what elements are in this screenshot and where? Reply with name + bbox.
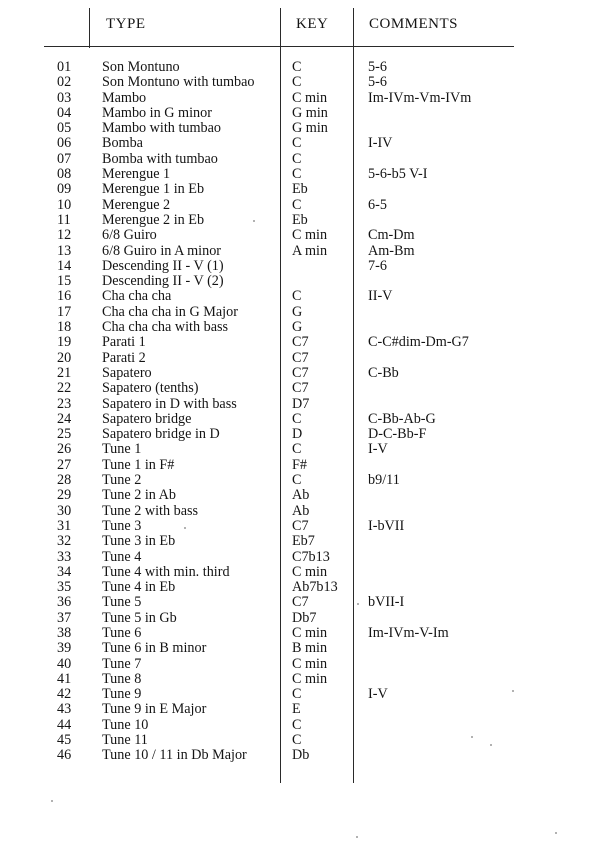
column-header-key: KEY	[296, 16, 329, 32]
row-key: Ab	[292, 502, 310, 519]
table-row	[0, 136, 600, 151]
row-type: Cha cha cha	[102, 288, 172, 305]
row-key: G min	[292, 120, 328, 137]
row-number: 22	[57, 380, 72, 397]
row-key: C	[292, 74, 302, 91]
row-type: Tune 2	[102, 472, 142, 489]
row-type: Parati 2	[102, 349, 146, 366]
row-type: 6/8 Guiro in A minor	[102, 242, 222, 259]
row-type: Tune 3 in Eb	[102, 533, 176, 550]
scan-speck	[471, 736, 473, 738]
row-number: 41	[57, 670, 72, 687]
row-type: Tune 6 in B minor	[102, 640, 207, 657]
row-key: Ab	[292, 487, 310, 504]
row-comment: I-V	[368, 441, 388, 458]
table-row	[0, 244, 600, 259]
row-number: 40	[57, 655, 72, 672]
row-number: 33	[57, 548, 72, 565]
row-number: 35	[57, 579, 72, 596]
table-row	[0, 504, 600, 519]
row-type: Tune 9	[102, 686, 142, 703]
scan-speck	[490, 744, 492, 746]
row-key: Eb	[292, 181, 308, 198]
row-number: 27	[57, 456, 72, 473]
column-header-comments: COMMENTS	[369, 16, 459, 32]
row-key: C min	[292, 563, 328, 580]
row-comment: 5-6-b5 V-I	[368, 166, 428, 183]
row-key: C min	[292, 670, 328, 687]
row-key: C min	[292, 227, 328, 244]
row-type: Sapatero bridge	[102, 410, 192, 427]
row-number: 14	[57, 257, 72, 274]
row-comment: b9/11	[368, 472, 400, 489]
scan-speck	[184, 527, 186, 529]
row-comment: 5-6	[368, 74, 387, 91]
row-comment: D-C-Bb-F	[368, 426, 427, 443]
table-row	[0, 565, 600, 580]
row-type: Merengue 2 in Eb	[102, 211, 205, 228]
row-number: 26	[57, 441, 72, 458]
row-key: A min	[292, 242, 328, 259]
row-key: D	[292, 426, 303, 443]
row-number: 31	[57, 517, 72, 534]
row-type: Tune 2 with bass	[102, 502, 199, 519]
table-row	[0, 305, 600, 320]
row-key: Ab7b13	[292, 579, 338, 596]
row-key: C	[292, 441, 302, 458]
table-row	[0, 702, 600, 717]
row-key: C	[292, 150, 302, 167]
row-key: C7	[292, 380, 309, 397]
row-comment: bVII-I	[368, 594, 405, 611]
row-number: 05	[57, 120, 72, 137]
scan-speck	[253, 220, 255, 222]
table-row	[0, 488, 600, 503]
row-number: 20	[57, 349, 72, 366]
table-row	[0, 91, 600, 106]
row-type: Mambo with tumbao	[102, 120, 222, 137]
scan-speck	[51, 800, 53, 802]
row-type: Sapatero	[102, 364, 152, 381]
row-comment: I-bVII	[368, 517, 405, 534]
row-key: C	[292, 196, 302, 213]
row-number: 34	[57, 563, 72, 580]
row-type: Cha cha cha in G Major	[102, 303, 238, 320]
row-type: Bomba	[102, 135, 143, 152]
table-row	[0, 167, 600, 182]
row-type: Son Montuno	[102, 59, 180, 75]
row-key: C7	[292, 594, 309, 611]
table-row	[0, 351, 600, 366]
row-number: 29	[57, 487, 72, 504]
row-number: 16	[57, 288, 72, 305]
row-number: 43	[57, 701, 72, 718]
row-key: C	[292, 166, 302, 183]
row-key: G min	[292, 104, 328, 121]
table-row	[0, 580, 600, 595]
row-number: 13	[57, 242, 72, 259]
row-key: C	[292, 472, 302, 489]
row-key: Eb7	[292, 533, 315, 550]
row-comment: I-V	[368, 686, 388, 703]
row-type: Merengue 1	[102, 166, 171, 183]
row-key: C min	[292, 655, 328, 672]
row-key: C	[292, 135, 302, 152]
column-header-type: TYPE	[106, 16, 146, 32]
row-type: Tune 11	[102, 732, 148, 749]
table-row	[0, 519, 600, 534]
row-type: Sapatero in D with bass	[102, 395, 237, 412]
row-key: C min	[292, 624, 328, 641]
table-row	[0, 626, 600, 641]
table-row	[0, 75, 600, 90]
row-key: C7	[292, 517, 309, 534]
row-type: Tune 4 with min. third	[102, 563, 230, 580]
row-number: 11	[57, 211, 71, 228]
row-comment: Am-Bm	[368, 242, 415, 259]
row-number: 19	[57, 334, 72, 351]
row-comment: 6-5	[368, 196, 387, 213]
row-type: Tune 2 in Ab	[102, 487, 176, 504]
row-type: Tune 4	[102, 548, 142, 565]
row-number: 21	[57, 364, 72, 381]
table-row	[0, 152, 600, 167]
row-number: 28	[57, 472, 72, 489]
row-key: C	[292, 716, 302, 733]
row-number: 15	[57, 273, 72, 290]
row-number: 25	[57, 426, 72, 443]
row-key: C min	[292, 89, 328, 106]
row-number: 17	[57, 303, 72, 320]
table-row	[0, 274, 600, 289]
row-comment: C-Bb	[368, 364, 399, 381]
row-comment: Im-IVm-Vm-IVm	[368, 89, 472, 106]
table-row	[0, 121, 600, 136]
row-key: F#	[292, 456, 307, 473]
row-comment: Cm-Dm	[368, 227, 415, 244]
table-row	[0, 687, 600, 702]
row-type: Mambo	[102, 89, 147, 106]
row-type: Tune 8	[102, 670, 142, 687]
row-number: 42	[57, 686, 72, 703]
table-row	[0, 733, 600, 748]
row-type: Cha cha cha with bass	[102, 319, 229, 336]
table-body	[0, 60, 600, 764]
table-row	[0, 657, 600, 672]
table-row	[0, 534, 600, 549]
row-number: 06	[57, 135, 72, 152]
table-row	[0, 198, 600, 213]
row-type: Descending II - V (2)	[102, 273, 224, 290]
row-key: Eb	[292, 211, 308, 228]
row-type: Tune 7	[102, 655, 142, 672]
row-type: Tune 3	[102, 517, 142, 534]
row-type: Tune 5 in Gb	[102, 609, 177, 626]
scan-speck	[356, 836, 358, 838]
row-comment: C-Bb-Ab-G	[368, 410, 436, 427]
row-number: 30	[57, 502, 72, 519]
table-row	[0, 366, 600, 381]
row-type: Tune 5	[102, 594, 142, 611]
scan-speck	[357, 603, 359, 605]
table-row	[0, 473, 600, 488]
row-type: Sapatero bridge in D	[102, 426, 220, 443]
row-number: 01	[57, 59, 72, 75]
row-number: 39	[57, 640, 72, 657]
table-row	[0, 259, 600, 274]
row-key: Db	[292, 747, 310, 764]
row-number: 07	[57, 150, 72, 167]
row-number: 45	[57, 732, 72, 749]
table-row	[0, 412, 600, 427]
table-row	[0, 106, 600, 121]
row-key: C	[292, 686, 302, 703]
table-row	[0, 289, 600, 304]
row-type: Tune 1 in F#	[102, 456, 175, 473]
row-comment: C-C#dim-Dm-G7	[368, 334, 469, 351]
row-number: 10	[57, 196, 72, 213]
row-number: 09	[57, 181, 72, 198]
row-key: E	[292, 701, 301, 718]
table-row	[0, 213, 600, 228]
row-key: G	[292, 319, 303, 336]
scan-speck	[555, 832, 557, 834]
row-type: Merengue 1 in Eb	[102, 181, 205, 198]
row-key: C	[292, 410, 302, 427]
row-number: 04	[57, 104, 72, 121]
table-row	[0, 381, 600, 396]
row-type: Sapatero (tenths)	[102, 380, 199, 397]
row-type: Tune 6	[102, 624, 142, 641]
table-row	[0, 748, 600, 763]
column-divider-number	[89, 8, 90, 48]
row-comment: II-V	[368, 288, 393, 305]
row-type: 6/8 Guiro	[102, 227, 157, 244]
table-row	[0, 182, 600, 197]
row-type: Merengue 2	[102, 196, 171, 213]
table-row	[0, 60, 600, 75]
row-number: 12	[57, 227, 72, 244]
row-key: C7	[292, 349, 309, 366]
row-comment: 7-6	[368, 257, 387, 274]
table-row	[0, 427, 600, 442]
row-key: C	[292, 288, 302, 305]
row-number: 03	[57, 89, 72, 106]
row-number: 32	[57, 533, 72, 550]
table-row	[0, 397, 600, 412]
row-type: Son Montuno with tumbao	[102, 74, 255, 91]
table-row	[0, 335, 600, 350]
row-number: 23	[57, 395, 72, 412]
row-key: C7	[292, 334, 309, 351]
row-number: 18	[57, 319, 72, 336]
table-row	[0, 718, 600, 733]
row-key: D7	[292, 395, 310, 412]
row-number: 02	[57, 74, 72, 91]
row-key: C	[292, 732, 302, 749]
row-key: B min	[292, 640, 328, 657]
table-row	[0, 228, 600, 243]
table-row	[0, 550, 600, 565]
row-type: Descending II - V (1)	[102, 257, 224, 274]
row-key: C7	[292, 364, 309, 381]
table-row	[0, 442, 600, 457]
scan-speck	[512, 690, 514, 692]
row-number: 36	[57, 594, 72, 611]
table-row	[0, 595, 600, 610]
table-row	[0, 458, 600, 473]
row-key: C7b13	[292, 548, 330, 565]
row-number: 46	[57, 747, 72, 764]
table-row	[0, 672, 600, 687]
row-number: 24	[57, 410, 72, 427]
row-type: Bomba with tumbao	[102, 150, 218, 167]
row-type: Mambo in G minor	[102, 104, 212, 121]
row-type: Parati 1	[102, 334, 146, 351]
row-type: Tune 9 in E Major	[102, 701, 207, 718]
table-row	[0, 611, 600, 626]
row-comment: 5-6	[368, 59, 387, 75]
row-key: C	[292, 59, 302, 75]
row-type: Tune 10 / 11 in Db Major	[102, 747, 247, 764]
row-type: Tune 10	[102, 716, 149, 733]
row-comment: I-IV	[368, 135, 393, 152]
row-key: G	[292, 303, 303, 320]
row-comment: Im-IVm-V-Im	[368, 624, 449, 641]
table-row	[0, 320, 600, 335]
row-key: Db7	[292, 609, 317, 626]
row-type: Tune 1	[102, 441, 142, 458]
row-number: 08	[57, 166, 72, 183]
table-row	[0, 641, 600, 656]
row-type: Tune 4 in Eb	[102, 579, 176, 596]
row-number: 44	[57, 716, 72, 733]
row-number: 38	[57, 624, 72, 641]
header-rule	[44, 46, 514, 47]
row-number: 37	[57, 609, 72, 626]
